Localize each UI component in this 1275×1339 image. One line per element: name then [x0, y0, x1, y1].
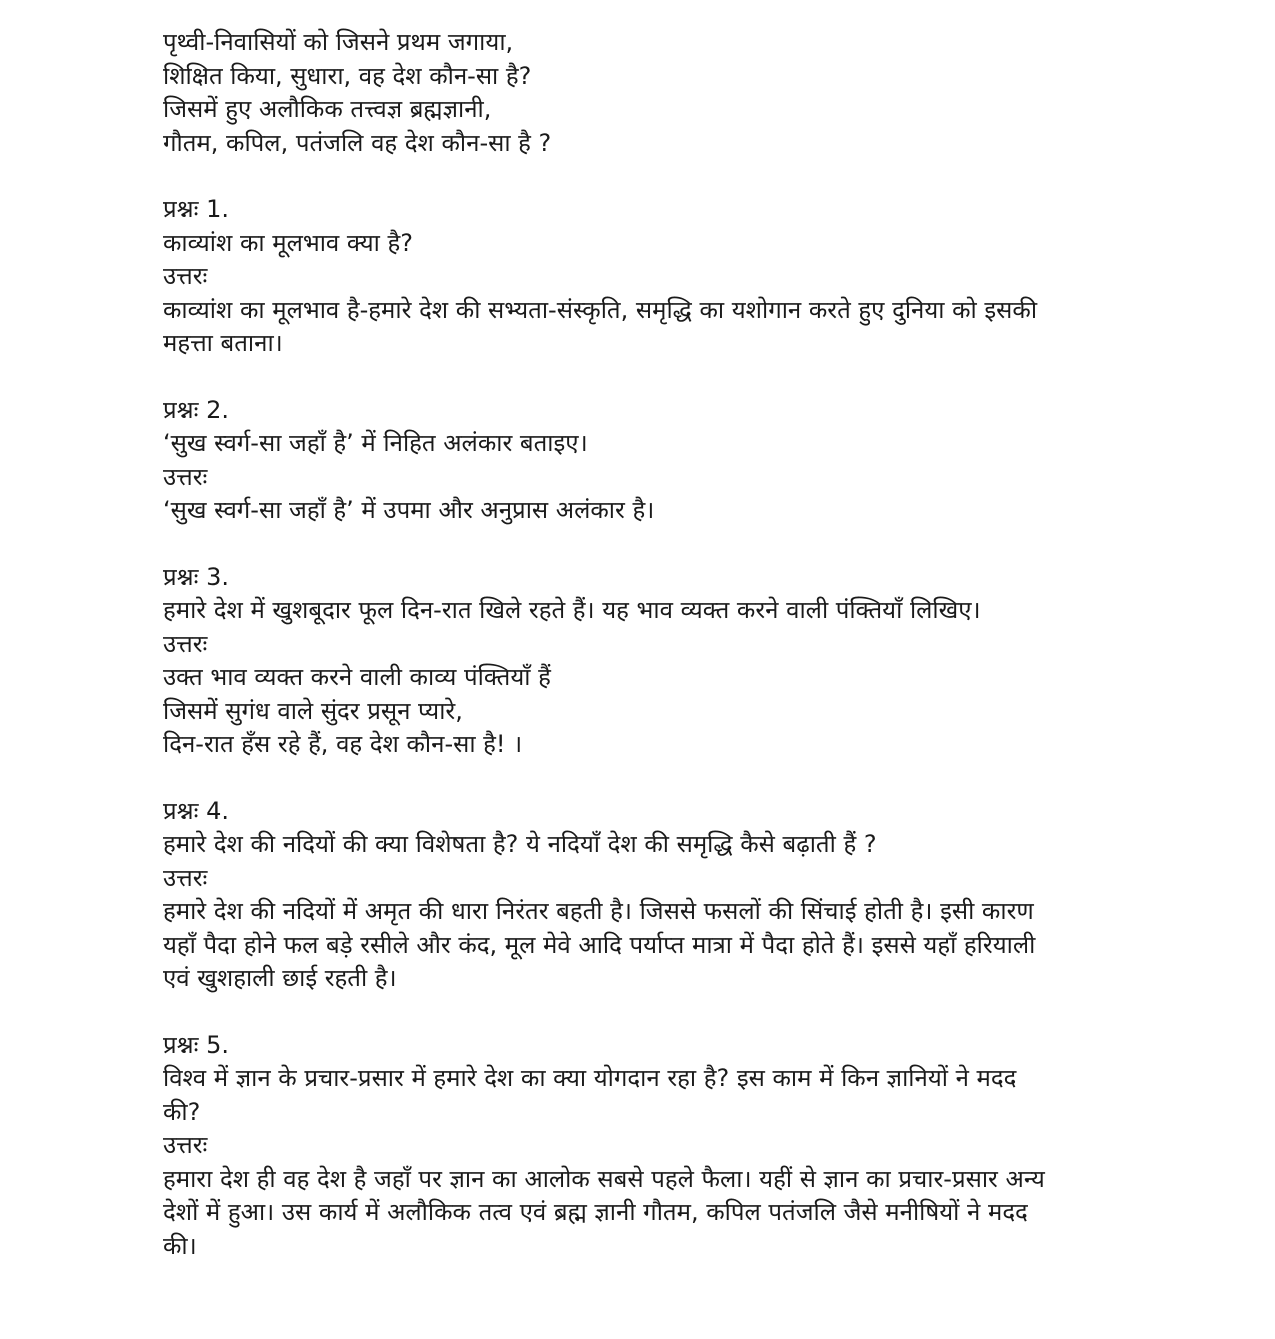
question-block-2 [163, 394, 1153, 528]
answer-text [163, 494, 1153, 528]
question-text [163, 1062, 1153, 1129]
answer-line: हमारा देश ही वह देश है जहाँ पर ज्ञान का आलोक सबसे पहले फैला। यहीं से ज्ञान का प्रचार-प्रसार अन्य [163, 1164, 1045, 1193]
poem-line: पृथ्वी-निवासियों को जिसने प्रथम जगाया, [163, 28, 514, 56]
question-label: प्रश्नः 5. [163, 1030, 229, 1059]
answer-line: जिसमें सुगंध वाले सुंदर प्रसून प्यारे, [163, 696, 463, 725]
answer-text [163, 1163, 1153, 1264]
question-line: विश्व में ज्ञान के प्रचार-प्रसार में हमारे देश का क्या योगदान रहा है? इस काम में किन ज्ञानियों ने मदद [163, 1064, 1017, 1092]
poem-line: जिसमें हुए अलौकिक तत्त्वज्ञ ब्रह्मज्ञानी, [163, 95, 492, 123]
question-text: हमारे देश में खुशबूदार फूल दिन-रात खिले रहते हैं। यह भाव व्यक्त करने वाली पंक्तियाँ लिखिए। [163, 596, 981, 624]
answer-text [163, 895, 1153, 996]
poem-stanza [163, 26, 1153, 160]
question-line: की? [163, 1097, 201, 1126]
question-label: प्रश्नः 2. [163, 395, 229, 424]
answer-line: महत्ता बताना। [163, 329, 283, 357]
poem-line: गौतम, कपिल, पतंजलि वह देश कौन-सा है ? [163, 128, 552, 157]
answer-text [163, 294, 1153, 361]
question-text: ‘सुख स्वर्ग-सा जहाँ है’ में निहित अलंकार बताइए। [163, 429, 588, 457]
answer-label: उत्तरः [163, 1131, 208, 1159]
document-page [163, 26, 1153, 1263]
answer-line: दिन-रात हँस रहे हैं, वह देश कौन-सा है! । [163, 730, 523, 758]
answer-line: ‘सुख स्वर्ग-सा जहाँ है’ में उपमा और अनुप्रास अलंकार है। [163, 496, 655, 524]
answer-text [163, 661, 1153, 762]
question-label: प्रश्नः 1. [163, 195, 229, 223]
answer-label: उत्तरः [163, 629, 208, 658]
answer-line: एवं खुशहाली छाई रहती है। [163, 964, 397, 992]
poem-line: शिक्षित किया, सुधारा, वह देश कौन-सा है? [163, 61, 532, 90]
answer-line: की। [163, 1231, 197, 1260]
question-block-1 [163, 193, 1153, 361]
answer-line: यहाँ पैदा होने फल बड़े रसीले और कंद, मूल मेवे आदि पर्याप्त मात्रा में पैदा होते हैं। इससे यहाँ हरियाली [163, 930, 1036, 959]
answer-line: हमारे देश की नदियों में अमृत की धारा निरंतर बहती है। जिससे फसलों की सिंचाई होती है। इसी कारण [163, 897, 1034, 925]
answer-label: उत्तरः [163, 262, 208, 290]
answer-line: काव्यांश का मूलभाव है-हमारे देश की सभ्यता-संस्कृति, समृद्धि का यशोगान करते हुए दुनिया को इसकी [163, 295, 1038, 324]
question-label: प्रश्नः 4. [163, 796, 229, 825]
answer-line: देशों में हुआ। उस कार्य में अलौकिक तत्व एवं ब्रह्म ज्ञानी गौतम, कपिल पतंजलि जैसे मनीषियों ने मदद [163, 1198, 1028, 1226]
question-text: हमारे देश की नदियों की क्या विशेषता है? ये नदियाँ देश की समृद्धि कैसे बढ़ाती हैं ? [163, 830, 877, 858]
answer-line: उक्त भाव व्यक्त करने वाली काव्य पंक्तियाँ हैं [163, 663, 551, 691]
answer-label: उत्तरः [163, 863, 208, 892]
question-text: काव्यांश का मूलभाव क्या है? [163, 228, 413, 257]
answer-label: उत्तरः [163, 462, 208, 491]
question-label: प्रश्नः 3. [163, 562, 229, 591]
question-block-4 [163, 795, 1153, 996]
question-block-3 [163, 561, 1153, 762]
question-block-5 [163, 1029, 1153, 1264]
